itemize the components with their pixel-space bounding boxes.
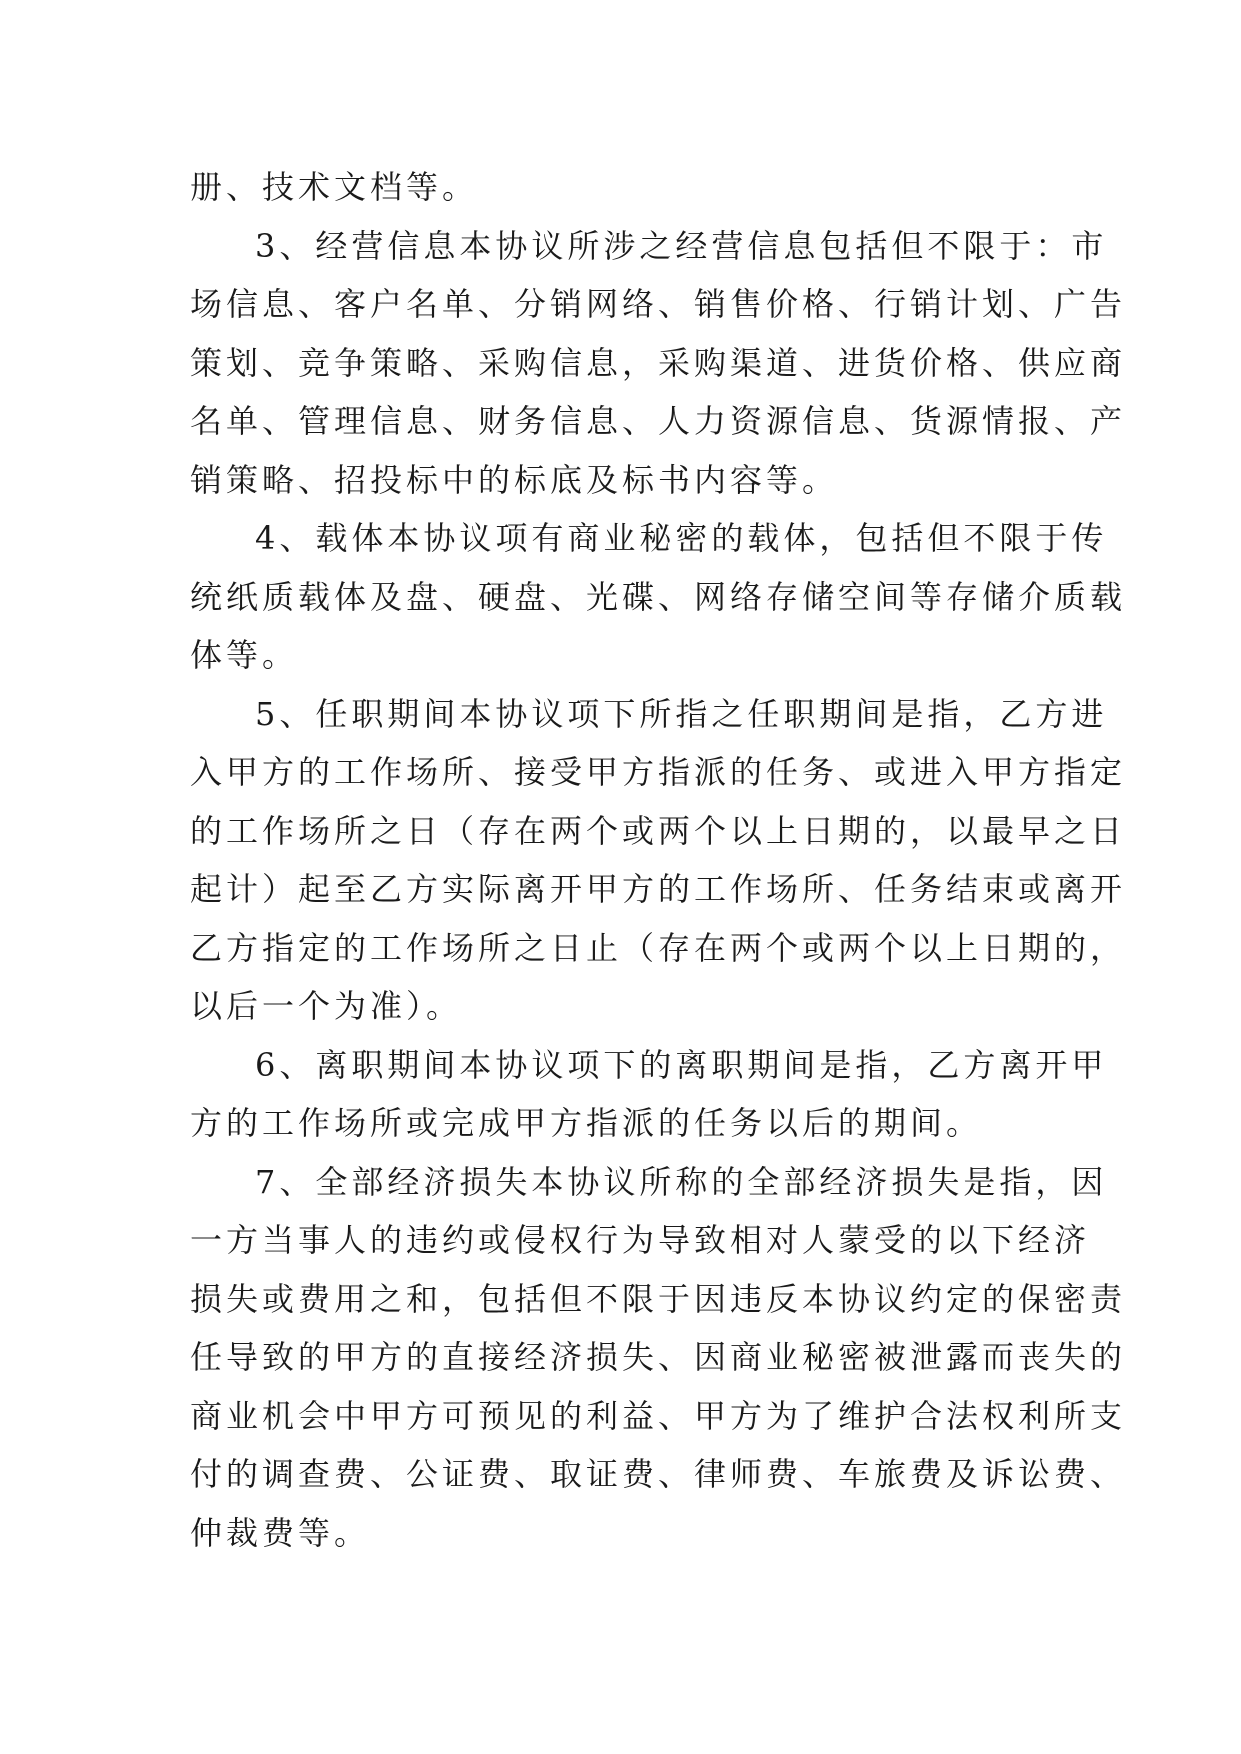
text-line: 仲裁费等。	[190, 1513, 371, 1552]
paragraph-continuation	[190, 158, 1075, 217]
text-line: 场信息、客户名单、分销网络、销售价格、行销计划、广告	[190, 285, 1127, 323]
text-line: 一方当事人的违约或侵权行为导致相对人蒙受的以下经济	[190, 1221, 1091, 1259]
paragraph-business-information	[190, 217, 1127, 510]
text-line: 的工作场所之日（存在两个或两个以上日期的，以最早之日	[190, 811, 1127, 850]
document-body	[190, 158, 1127, 1562]
text-line: 7、全部经济损失本协议所称的全部经济损失是指，因	[255, 1162, 1108, 1201]
text-line: 名单、管理信息、财务信息、人力资源信息、货源情报、产	[190, 402, 1127, 440]
text-line: 入甲方的工作场所、接受甲方指派的任务、或进入甲方指定	[190, 753, 1127, 791]
text-line: 损失或费用之和，包括但不限于因违反本协议约定的保密责	[190, 1279, 1127, 1318]
paragraph-total-economic-loss	[190, 1153, 1127, 1563]
text-line: 商业机会中甲方可预见的利益、甲方为了维护合法权利所支	[190, 1396, 1127, 1435]
text-line: 4、载体本协议项有商业秘密的载体，包括但不限于传	[255, 519, 1108, 557]
text-line: 付的调查费、公证费、取证费、律师费、车旅费及诉讼费、	[190, 1455, 1127, 1493]
text-line: 起计）起至乙方实际离开甲方的工作场所、任务结束或离开	[190, 870, 1127, 908]
text-line: 体等。	[190, 636, 299, 674]
text-line: 3、经营信息本协议所涉之经营信息包括但不限于：市	[255, 226, 1108, 265]
text-line: 策划、竞争策略、采购信息，采购渠道、进货价格、供应商	[190, 343, 1127, 382]
text-line: 册、技术文档等。	[190, 168, 479, 206]
text-line: 销策略、招投标中的标底及标书内容等。	[190, 460, 839, 499]
text-line: 乙方指定的工作场所之日止（存在两个或两个以上日期的，	[190, 928, 1127, 967]
paragraph-employment-period	[190, 685, 1127, 1036]
text-line: 6、离职期间本协议项下的离职期间是指，乙方离开甲	[255, 1045, 1108, 1084]
paragraph-departure-period	[190, 1036, 1108, 1153]
text-line: 任导致的甲方的直接经济损失、因商业秘密被泄露而丧失的	[190, 1338, 1127, 1376]
text-line: 5、任职期间本协议项下所指之任职期间是指，乙方进	[255, 694, 1108, 733]
paragraph-carrier	[190, 509, 1127, 685]
text-line: 方的工作场所或完成甲方指派的任务以后的期间。	[190, 1104, 983, 1142]
text-line: 统纸质载体及盘、硬盘、光碟、网络存储空间等存储介质载	[190, 577, 1127, 616]
text-line: 以后一个为准）。	[190, 987, 463, 1025]
